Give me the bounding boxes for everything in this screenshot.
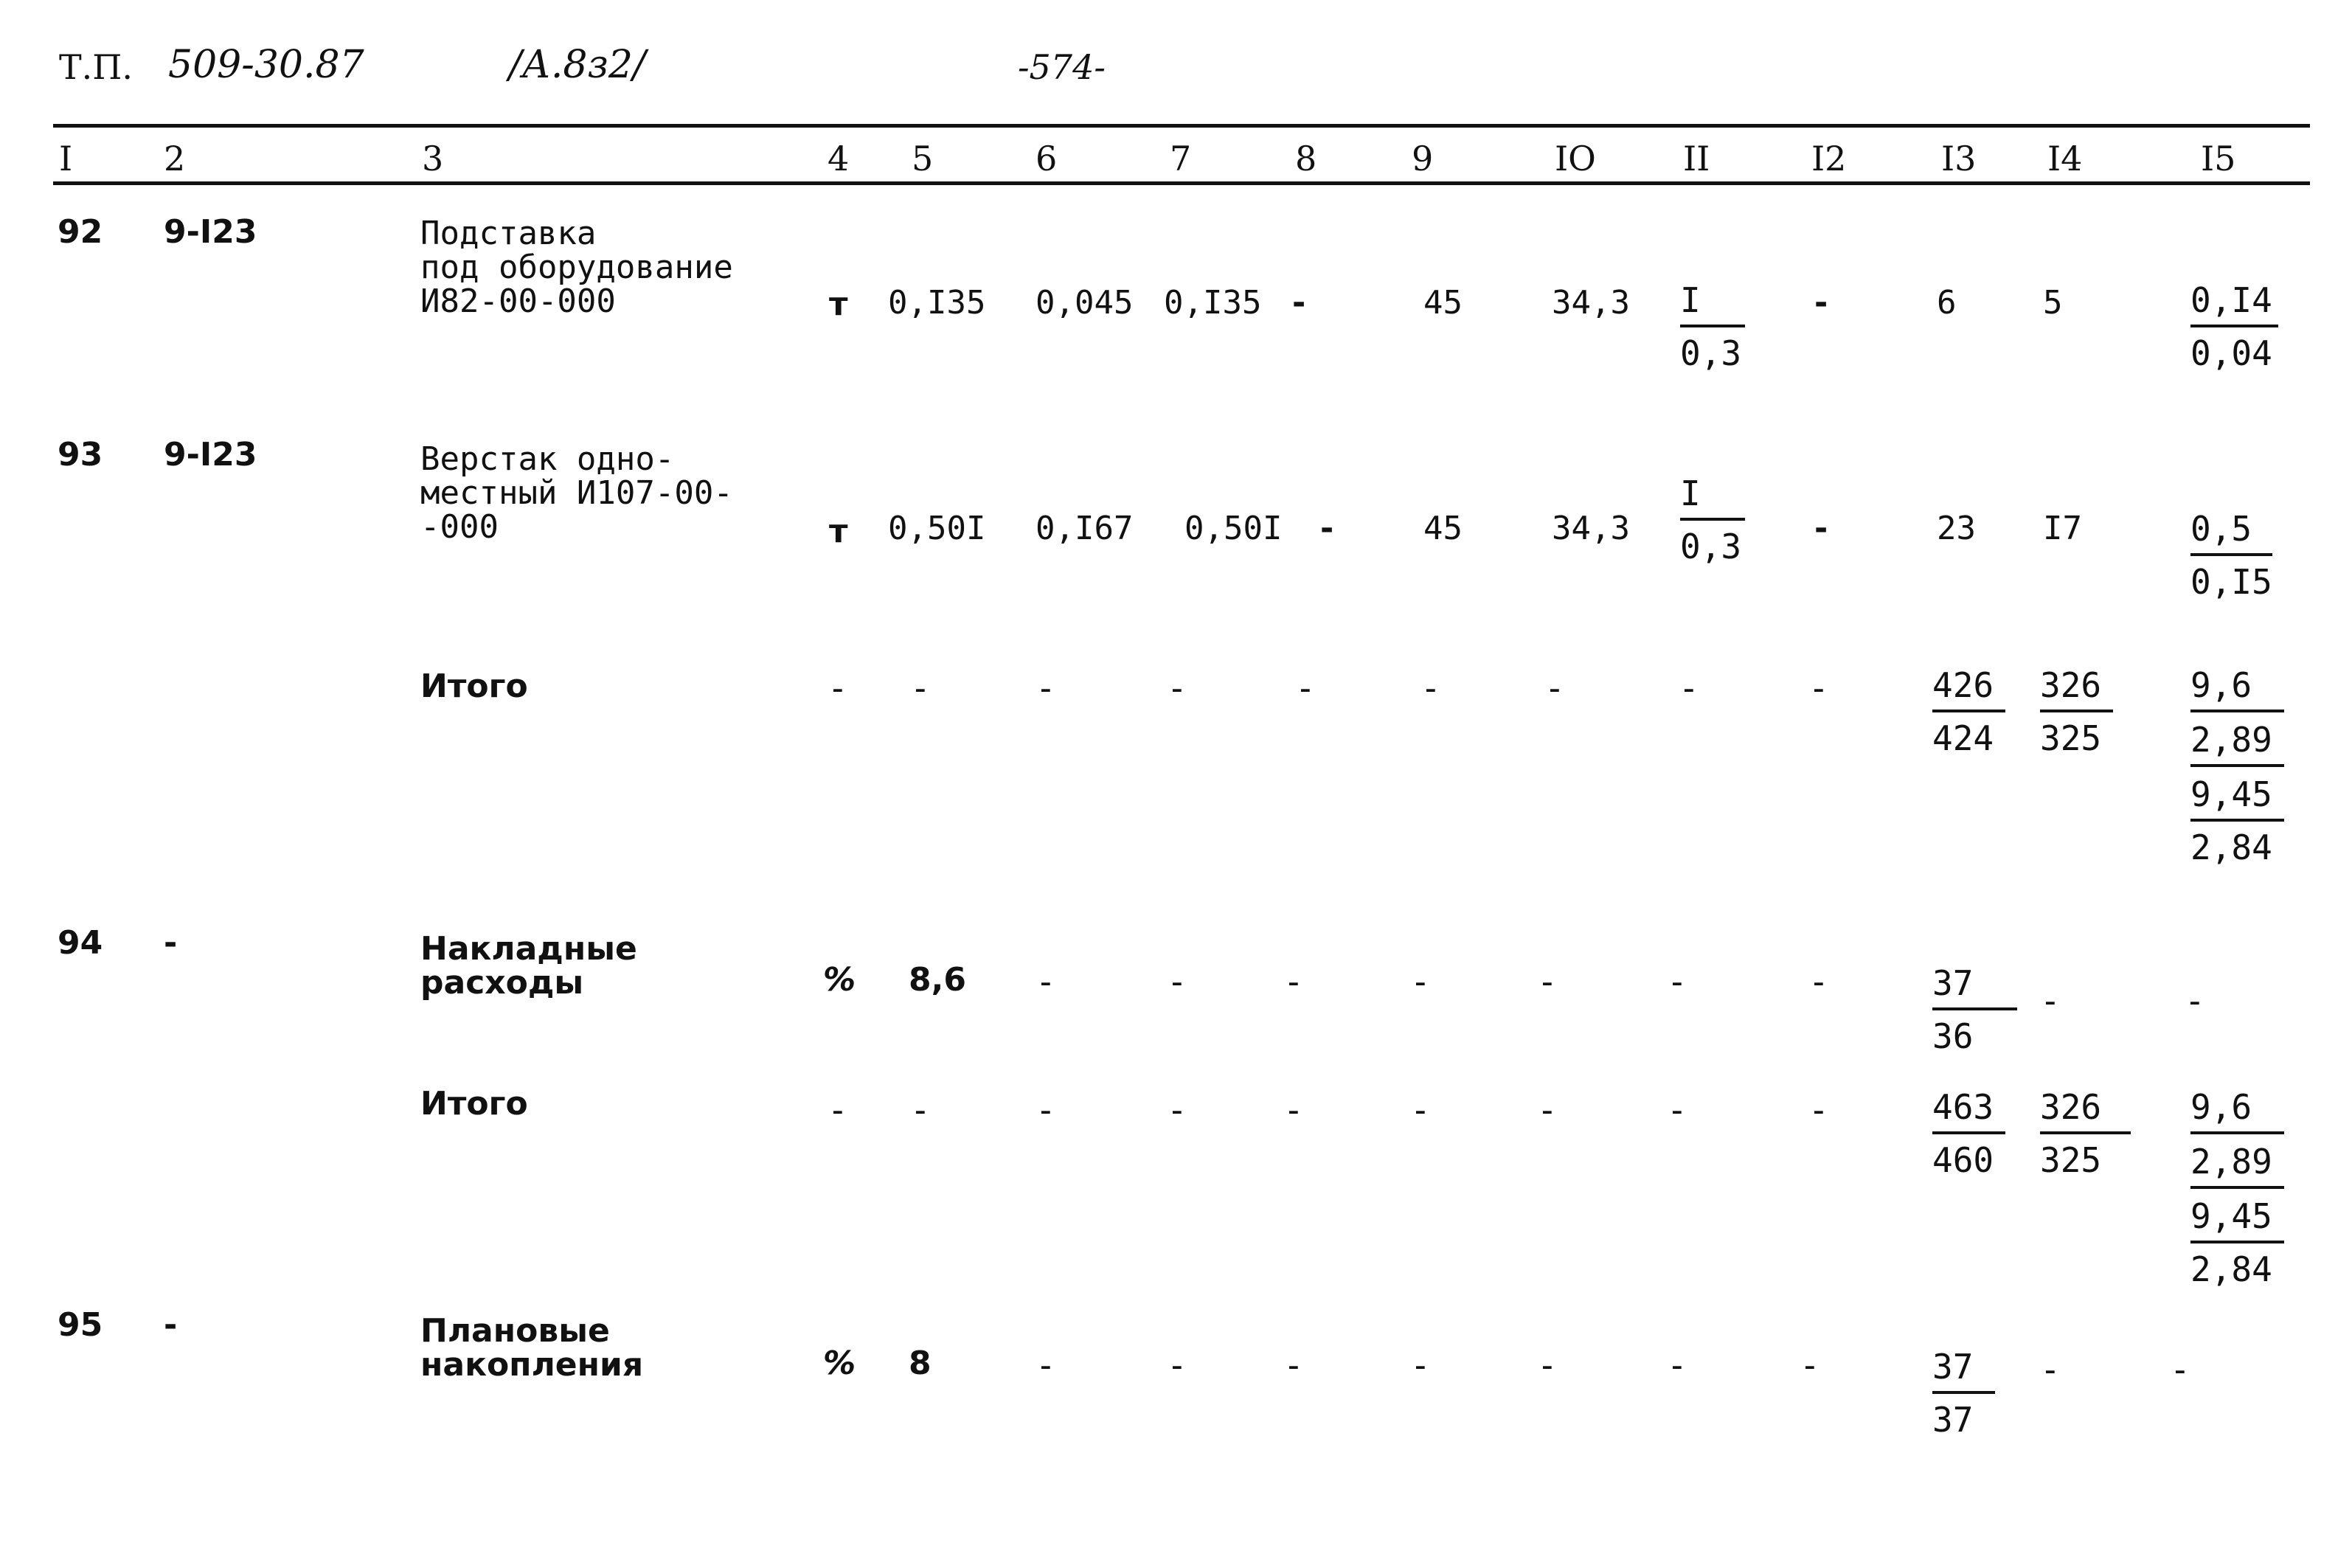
col-header-6: 6 (1035, 139, 1058, 178)
cell-13-fraction (1932, 1347, 1995, 1440)
cell-7: - (1167, 1090, 1187, 1130)
fraction-denominator: 2,89 (2190, 1134, 2284, 1189)
col-header-7: 7 (1170, 139, 1192, 178)
unit: % (823, 1345, 856, 1382)
header-bottom-rule (53, 181, 2310, 185)
cell-8: - (1283, 1090, 1304, 1130)
cell-8: - (1283, 962, 1304, 1002)
cell-14: - (2040, 1350, 2061, 1390)
row-number: 93 (58, 436, 103, 473)
row-number: 95 (58, 1306, 103, 1344)
cell-10: 34,3 (1552, 284, 1630, 322)
col-header-13: I3 (1941, 139, 1977, 178)
unit: т (829, 513, 848, 550)
page-number: -574- (1018, 47, 1106, 87)
album-reference: /А.8з2/ (509, 43, 646, 87)
cell-11-fraction (1680, 280, 1745, 373)
cell-12: - (1800, 1345, 1820, 1385)
fraction-numerator: 9,6 (2190, 665, 2284, 712)
cell-15: - (2185, 981, 2205, 1021)
row-name-line2: накопления (420, 1346, 644, 1384)
cell-10: - (1537, 1345, 1558, 1385)
row-code: - (164, 924, 178, 962)
cell-14: 5 (2043, 284, 2063, 322)
cell-9: - (1410, 1345, 1431, 1385)
tp-number: 509-30.87 (168, 43, 364, 87)
col-header-1: I (59, 139, 73, 178)
fraction-numerator: 326 (2040, 1087, 2131, 1134)
cell-14: - (2040, 981, 2061, 1021)
cell-5: - (910, 668, 931, 708)
col-header-8: 8 (1295, 139, 1317, 178)
fraction-denominator: 0,3 (1680, 527, 1742, 566)
cell-5: 8,6 (909, 961, 966, 999)
unit: т (829, 285, 848, 323)
fraction-denominator: 424 (1932, 718, 1994, 758)
fraction-numerator: 9,6 (2190, 1087, 2284, 1134)
cell-6: 0,I67 (1035, 510, 1134, 547)
fraction-denominator: 0,I5 (2190, 562, 2272, 602)
unit: % (823, 961, 856, 999)
cell-4: - (828, 668, 848, 708)
cell-12: - (1814, 284, 1828, 322)
fraction-numerator: I (1680, 280, 1745, 327)
cell-7: - (1167, 962, 1187, 1002)
cell-9: - (1420, 668, 1441, 708)
cell-5: 8 (909, 1345, 932, 1382)
col-header-10: IO (1555, 139, 1596, 178)
cell-13: 23 (1937, 510, 1976, 547)
row-code: 9-I23 (164, 436, 257, 473)
cell-9: - (1410, 962, 1431, 1002)
row-name-line2: расходы (420, 964, 584, 1002)
cell-7: 0,50I (1184, 510, 1283, 547)
cell-7: - (1167, 668, 1187, 708)
cell-15-double-fraction (2190, 1087, 2284, 1289)
row-name-line3: -000 (420, 508, 499, 546)
cell-6: - (1035, 1345, 1056, 1385)
header-top-rule (53, 124, 2310, 128)
fraction-numerator: 37 (1932, 963, 2017, 1010)
row-name-line2: местный И107-00- (420, 474, 733, 512)
fraction-denominator: 325 (2040, 1140, 2102, 1180)
cell-10: - (1537, 1090, 1558, 1130)
fraction-denominator: 2,89 (2190, 712, 2284, 767)
cell-5: 0,50I (888, 510, 986, 547)
row-name-line1: Подставка (420, 215, 597, 252)
row-name-line1: Плановые (420, 1312, 610, 1350)
cell-15-fraction (2190, 280, 2278, 373)
cell-13: 6 (1937, 284, 1957, 322)
row-number: 94 (58, 924, 103, 962)
cell-12: - (1808, 1090, 1829, 1130)
fraction-numerator-2: 9,45 (2190, 1189, 2284, 1243)
cell-14-fraction (2040, 1087, 2131, 1180)
cell-15-fraction (2190, 509, 2272, 602)
fraction-numerator: 463 (1932, 1087, 2005, 1134)
cell-11: - (1667, 962, 1687, 1002)
fraction-denominator: 0,04 (2190, 333, 2272, 373)
cell-9: 45 (1423, 510, 1463, 547)
total-label: Итого (420, 667, 528, 705)
cell-8: - (1283, 1345, 1304, 1385)
row-name-line1: Верстак одно- (420, 440, 675, 478)
cell-9: 45 (1423, 284, 1463, 322)
row-code: - (164, 1306, 178, 1344)
cell-11-fraction (1680, 473, 1745, 566)
fraction-denominator: 37 (1932, 1400, 1974, 1440)
fraction-denominator: 36 (1932, 1016, 1974, 1056)
fraction-numerator: 0,5 (2190, 509, 2272, 556)
col-header-15: I5 (2201, 139, 2236, 178)
cell-11: - (1667, 1090, 1687, 1130)
fraction-numerator: 0,I4 (2190, 280, 2278, 327)
cell-12: - (1814, 510, 1828, 547)
fraction-numerator: 426 (1932, 665, 2005, 712)
col-header-14: I4 (2047, 139, 2083, 178)
tp-label: Т.П. (59, 47, 133, 87)
cell-13-fraction (1932, 1087, 2005, 1180)
cell-11: - (1667, 1345, 1687, 1385)
cell-6: 0,045 (1035, 284, 1134, 322)
cell-6: - (1035, 1090, 1056, 1130)
row-name-line1: Накладные (420, 930, 637, 968)
cell-10: - (1537, 962, 1558, 1002)
fraction-numerator: 37 (1932, 1347, 1995, 1394)
col-header-11: II (1683, 139, 1710, 178)
cell-10: - (1544, 668, 1565, 708)
cell-10: 34,3 (1552, 510, 1630, 547)
row-number: 92 (58, 213, 103, 251)
cell-5: 0,I35 (888, 284, 986, 322)
cell-9: - (1410, 1090, 1431, 1130)
col-header-3: 3 (422, 139, 444, 178)
cell-15-double-fraction (2190, 665, 2284, 867)
row-name-line2: под оборудование (420, 249, 733, 286)
cell-8: - (1292, 284, 1306, 322)
cell-14-fraction (2040, 665, 2113, 758)
cell-7: 0,I35 (1164, 284, 1262, 322)
cell-5: - (910, 1090, 931, 1130)
cell-13-fraction (1932, 963, 2017, 1056)
col-header-5: 5 (912, 139, 934, 178)
cell-13-fraction (1932, 665, 2005, 758)
row-name-line3: И82-00-000 (420, 282, 616, 320)
fraction-denominator: 325 (2040, 718, 2102, 758)
col-header-9: 9 (1412, 139, 1434, 178)
col-header-12: I2 (1811, 139, 1847, 178)
cell-12: - (1808, 668, 1829, 708)
cell-12: - (1808, 962, 1829, 1002)
fraction-numerator-2: 9,45 (2190, 767, 2284, 822)
cell-6: - (1035, 668, 1056, 708)
cell-11: - (1679, 668, 1699, 708)
cell-8: - (1320, 510, 1334, 547)
total-label: Итого (420, 1085, 528, 1123)
cell-4: - (828, 1090, 848, 1130)
cell-7: - (1167, 1345, 1187, 1385)
cell-6: - (1035, 962, 1056, 1002)
fraction-denominator: 460 (1932, 1140, 1994, 1180)
fraction-denominator: 0,3 (1680, 333, 1742, 373)
fraction-numerator: 326 (2040, 665, 2113, 712)
fraction-numerator: I (1680, 473, 1745, 521)
cell-15: - (2170, 1350, 2190, 1390)
cell-8: - (1295, 668, 1316, 708)
fraction-denominator-2: 2,84 (2190, 1249, 2272, 1289)
row-code: 9-I23 (164, 213, 257, 251)
col-header-4: 4 (828, 139, 850, 178)
cell-14: I7 (2043, 510, 2082, 547)
col-header-2: 2 (164, 139, 186, 178)
fraction-denominator-2: 2,84 (2190, 828, 2272, 867)
